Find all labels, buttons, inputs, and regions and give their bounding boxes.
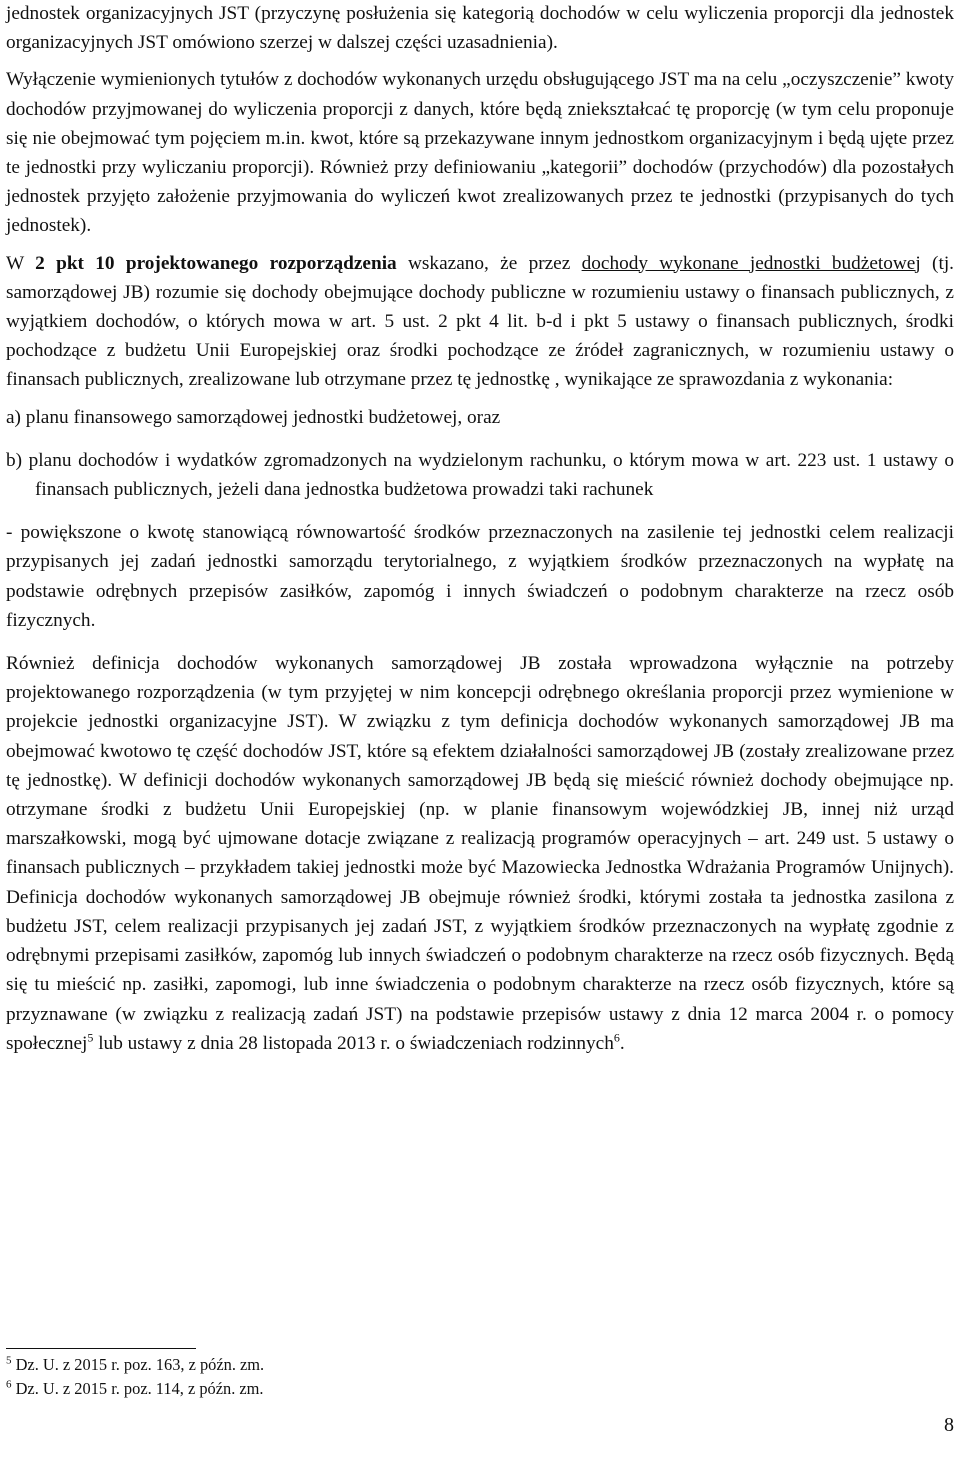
scope-end: . xyxy=(619,1032,625,1054)
paragraph-exclusion xyxy=(6,65,954,240)
paragraph-definition-scope xyxy=(6,649,954,1058)
scope-mid-text: lub ustawy z dnia 28 listopada 2013 r. o świadczeniach rodzinnych xyxy=(93,1032,614,1054)
page-number: 8 xyxy=(944,1414,954,1436)
definition-rest: (tj. samorządowej JB) rozumie się dochody obejmujące dochody publiczne w rozumieniu ustawy o finansach publicznych, z wyjątkiem dochodów, o których mowa w art. 5 ust. 2 pkt 4 lit. b-d i pkt 5 ustawy o finansach publicznych, środki pochodzące z budżetu Unii Europejskiej oraz środki pochodzące ze źródeł zagranicznych, w rozumieniu ustawy o finansach publicznych, zrealizowane lub otrzymane przez tę jednostkę , wynikające ze sprawozdania z wykonania: xyxy=(6,252,954,391)
paragraph-exclusion-part2: Również przy definiowaniu „kategorii” dochodów (przychodów) dla pozostałych jednostek przyjęto założenie przyjmowania do wyliczeń kwot zrealizowanych przez te jednostki (przypisanych do tych jednostek). xyxy=(6,157,954,237)
definition-mid: wskazano, że przez xyxy=(396,252,582,274)
footnote-number: 5 xyxy=(6,1354,12,1367)
paragraph-continuation: jednostek organizacyjnych JST (przyczynę posłużenia się kategorią dochodów w celu wyliczenia proporcji dla jednostek organizacyjnych JST omówiono szerzej w dalszej części uzasadnienia). xyxy=(6,3,954,54)
footnote-text: Dz. U. z 2015 r. poz. 163, z późn. zm. xyxy=(11,1355,265,1374)
footnote-ref-5: 5 xyxy=(87,1030,94,1045)
document-page xyxy=(6,0,954,1058)
list-item-b: b) planu dochodów i wydatków zgromadzonych na wydzielonym rachunku, o którym mowa w art. 223 ust. 1 ustawy o finansach publicznych, jeżeli dana jednostka budżetowa prowadzi taki rachunek xyxy=(6,449,954,501)
footnote-text: Dz. U. z 2015 r. poz. 114, z późn. zm. xyxy=(11,1379,264,1398)
footnote-divider xyxy=(6,1348,196,1349)
list-item-a: a) planu finansowego samorządowej jednostki budżetowej, oraz xyxy=(6,406,501,428)
footnote-5 xyxy=(6,1355,264,1375)
footnote-6 xyxy=(6,1379,264,1399)
definition-w: W xyxy=(6,252,36,274)
scope-main-text: Również definicja dochodów wykonanych samorządowej JB została wprowadzona wyłącznie na potrzeby projektowanego rozporządzenia (w tym przyjętej w nim koncepcji odrębnego określania proporcji przez wymienione w projekcie jednostki organizacyjne JST). W związku z tym definicja dochodów wykonanych samorządowej JB ma obejmować kwotowo tę część dochodów JST, które są efektem działalności samorządowej JB (zostały zrealizowane przez tę jednostkę). W definicji dochodów wykonanych samorządowej JB będą się mieścić również dochody obejmujące np. otrzymane środki z budżetu Unii Europejskiej (np. w planie finansowym wojewódzkiej JB, innej niż urząd marszałkowski, mogą być ujmowane dotacje związane z realizacją programów operacyjnych – art. 249 ust. 5 ustawy o finansach publicznych – przykładem takiej jednostki może być Mazowiecka Jednostka Wdrażania Programów Unijnych). Definicja dochodów wykonanych samorządowej JB obejmuje również środki, którymi została ta jednostka zasilona z budżetu JST, celem realizacji przypisanych jej zadań JST, z wyjątkiem środków przeznaczonych na wypłatę zgodnie z odrębnymi przepisami zasiłków, zapomóg lub innych świadczeń o podobnym charakterze na rzecz osób fizycznych. Będą się tu mieścić np. zasiłki, zapomogi, lub inne świadczenia o podobnym charakterze na rzecz osób fizycznych, które są przyznawane (w związku z realizacją zadań JST) na podstawie przepisów ustawy z dnia 12 marca 2004 r. o pomocy społecznej xyxy=(6,653,954,1054)
definition-underlined-term: dochody wykonane jednostki budżetowej xyxy=(581,252,921,274)
paragraph-increased-by: - powiększone o kwotę stanowiącą równowartość środków przeznaczonych na zasilenie tej jednostki celem realizacji przypisanych jej zadań jednostki samorządu terytorialnego, z wyjątkiem środków przeznaczonych na wypłatę na podstawie odrębnych przepisów zasiłków, zapomóg i innych świadczeń o podobnym charakterze na rzecz osób fizycznych. xyxy=(6,522,954,631)
paragraph-definition-jb xyxy=(6,249,954,395)
paragraph-exclusion-part1: Wyłączenie wymienionych tytułów z dochodów wykonanych urzędu obsługującego JST ma na celu „oczyszczenie” kwoty dochodów przyjmowanej do wyliczenia proporcji z danych, które będą zniekształcać tę proporcję (w tym celu proponuje się nie obejmować tym pojęciem m.in. kwot, które są przekazywane innym jednostkom organizacyjnym i będą ujęte przez te jednostki przy wyliczaniu proporcji). xyxy=(6,69,954,179)
definition-bold-reference: 2 pkt 10 projektowanego rozporządzenia xyxy=(35,252,397,274)
footnote-number: 6 xyxy=(6,1378,12,1391)
footnote-ref-6: 6 xyxy=(613,1030,620,1045)
